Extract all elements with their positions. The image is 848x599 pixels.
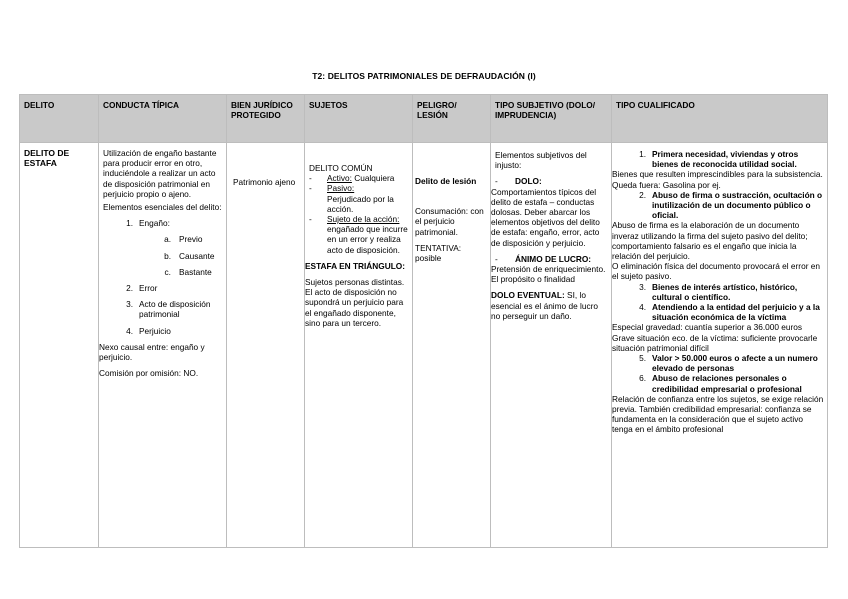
- subjetivo-dolo-text: Comportamientos típicos del delito de estafa – conductas dolosas. Deber abarcar los elementos objetivos del delito de estafa: engaño, error, acto de disposición y perjuicio.: [491, 186, 600, 248]
- header-bien: BIEN JURÍDICO PROTEGIDO: [227, 95, 305, 143]
- cell-sujetos: [305, 143, 413, 548]
- cualificado-text: Grave situación eco. de la víctima: suficiente provocarle situación patrimonial difícil: [612, 332, 818, 353]
- list-item: 5. Valor > 50.000 euros o afecte a un numero elevado de personas: [639, 353, 818, 374]
- sujetos-triangulo-text: Sujetos personas distintas. El acto de disposición no supondrá un perjuicio para el engañado disponente, sino para un tercero.: [305, 277, 405, 328]
- list-item: 2. Error: [126, 283, 158, 294]
- sujetos-triangulo-title: ESTAFA EN TRIÁNGULO:: [305, 260, 406, 271]
- subjetivo-intro: Elementos subjetivos del injusto:: [495, 150, 587, 171]
- list-item: 6. Abuso de relaciones personales o credibilidad empresarial o profesional: [639, 373, 802, 394]
- peligro-tentativa: TENTATIVA: posible: [415, 242, 462, 264]
- header-cualificado: TIPO CUALIFICADO: [612, 95, 828, 143]
- sujeto-pasivo: - Pasivo: Perjudicado por la acción.: [309, 183, 394, 214]
- cualificado-text: O eliminación física del documento provocará el error en el sujeto pasivo.: [612, 261, 820, 282]
- header-conducta: CONDUCTA TÍPICA: [99, 95, 227, 143]
- delitos-table: [19, 94, 828, 548]
- list-item: 1. Engaño:: [126, 218, 170, 229]
- list-item: 4. Perjuicio: [126, 325, 171, 336]
- subjetivo-dolo-title: - DOLO:: [495, 176, 542, 187]
- document-title: T2: DELITOS PATRIMONIALES DE DEFRAUDACIÓN (I): [312, 71, 536, 81]
- list-item: a. Previo: [164, 234, 203, 245]
- peligro-consumacion: Consumación: con el perjuicio patrimonial.: [415, 206, 484, 237]
- sujeto-activo: - Activo: Cualquiera: [309, 173, 395, 184]
- header-sujetos: SUJETOS: [305, 95, 413, 143]
- header-subjetivo: TIPO SUBJETIVO (DOLO/ IMPRUDENCIA): [491, 95, 612, 143]
- table-row: [20, 143, 828, 548]
- cualificado-text: Bienes que resulten imprescindibles para la subsistencia.: [612, 169, 823, 180]
- conducta-nexo: Nexo causal entre: engaño y perjuicio.: [99, 341, 205, 363]
- subjetivo-animo-title: - ÁNIMO DE LUCRO:: [495, 253, 592, 264]
- list-item: c. Bastante: [164, 266, 212, 277]
- cualificado-text: Queda fuera: Gasolina por ej.: [612, 179, 721, 190]
- cualificado-text: Especial gravedad: cuantía superior a 36.000 euros: [612, 322, 803, 333]
- peligro-tipo: Delito de lesión: [415, 176, 477, 186]
- list-item: b. Causante: [164, 250, 215, 261]
- header-peligro: PELIGRO/ LESIÓN: [413, 95, 491, 143]
- sujeto-accion: - Sujeto de la acción: engañado que incurre en un error y realiza acto de disposición.: [309, 214, 408, 255]
- header-delito: DELITO: [20, 95, 99, 143]
- table-header-row: [20, 95, 828, 143]
- list-item: 4. Atendiendo a la entidad del perjuicio y a la situación económica de la víctima: [639, 302, 820, 323]
- cell-subjetivo: [491, 143, 612, 548]
- cell-peligro: [413, 143, 491, 548]
- cell-delito: DELITO DE ESTAFA: [20, 143, 99, 548]
- conducta-elementos-label: Elementos esenciales del delito:: [103, 202, 222, 213]
- list-item: 1. Primera necesidad, viviendas y otros bienes de reconocida utilidad social.: [639, 149, 799, 170]
- cell-bien: Patrimonio ajeno: [227, 143, 305, 548]
- cell-cualificado: [612, 143, 828, 548]
- list-item: 2. Abuso de firma o sustracción, ocultación o inutilización de un documento público o oficial.: [639, 189, 823, 221]
- list-item: 3. Bienes de interés artístico, histórico, cultural o científico.: [639, 281, 798, 302]
- sujetos-comun: DELITO COMÚN: [309, 163, 373, 173]
- subjetivo-animo-text: Pretensión de enriquecimiento. El propósito o finalidad: [491, 264, 606, 285]
- list-item: 3. Acto de disposición patrimonial: [126, 299, 211, 320]
- cell-conducta: [99, 143, 227, 548]
- conducta-intro: Utilización de engaño bastante para producir error en otro, induciéndole a realizar un acto de disposición patrimonial en perjuicio propio o ajeno.: [103, 148, 217, 199]
- cualificado-text: Relación de confianza entre los sujetos, se exige relación previa. También credibilidad empresarial: confianza se fundamenta en la consideración que el sujeto activo tenga en el ámbito profesional: [612, 393, 824, 435]
- conducta-omision: Comisión por omisión: NO.: [99, 368, 199, 379]
- cualificado-text: Abuso de firma es la elaboración de un documento inveraz utilizando la firma del sujeto pasivo del delito; comportamiento falsario es el engaño que inicia la relación del perjuicio.: [612, 220, 808, 262]
- subjetivo-eventual: DOLO EVENTUAL: SI, lo esencial es el ánimo de lucro no perseguir un daño.: [491, 290, 598, 321]
